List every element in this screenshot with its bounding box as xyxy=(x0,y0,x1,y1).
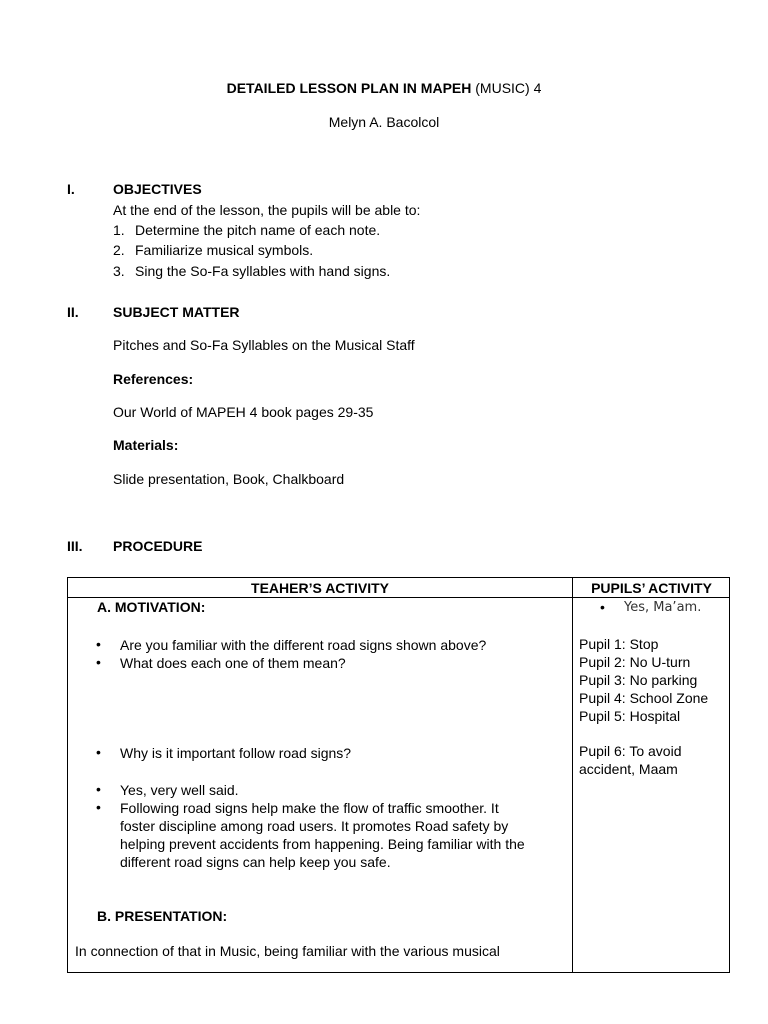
teacher-question-3: Why is it important follow road signs? xyxy=(120,745,352,761)
title-rest: (MUSIC) 4 xyxy=(471,80,542,96)
document-title xyxy=(0,80,768,96)
procedure-numeral: III. xyxy=(67,538,83,554)
response-line: foster discipline among road users. It promotes Road safety by xyxy=(120,818,509,834)
objective-text: Determine the pitch name of each note. xyxy=(135,222,381,238)
subject-topic: Pitches and So-Fa Syllables on the Musical Staff xyxy=(113,337,415,353)
objectives-intro: At the end of the lesson, the pupils will be able to: xyxy=(113,202,421,218)
response-line: Following road signs help make the flow of traffic smoother. It xyxy=(120,800,499,816)
pupil-answer: Pupil 3: No parking xyxy=(579,672,698,688)
objective-number: 3. xyxy=(113,263,125,279)
teacher-response-1: Yes, very well said. xyxy=(120,782,239,798)
objective-item xyxy=(113,222,380,238)
bullet-icon: • xyxy=(96,744,101,760)
pupil-answer: Pupil 5: Hospital xyxy=(579,708,681,724)
objective-number: 1. xyxy=(113,222,125,238)
pupils-column-header: PUPILS’ ACTIVITY xyxy=(591,580,712,596)
pupil-answer-line: accident, Maam xyxy=(579,761,678,777)
pupil-answer: Pupil 2: No U-turn xyxy=(579,654,691,670)
bullet-icon: • xyxy=(96,781,101,797)
pupil-answer-yes: Yes, Ma’am. xyxy=(624,600,702,615)
teacher-question-2: What does each one of them mean? xyxy=(120,655,346,671)
title-bold: DETAILED LESSON PLAN IN MAPEH xyxy=(226,80,472,96)
objectives-numeral: I. xyxy=(67,181,75,197)
column-divider xyxy=(572,578,573,972)
pupil-answer: Pupil 1: Stop xyxy=(579,636,659,652)
teacher-response-2 xyxy=(120,799,525,871)
materials-label: Materials: xyxy=(113,437,179,453)
objective-text: Sing the So-Fa syllables with hand signs. xyxy=(135,263,391,279)
response-line: different road signs can help keep you safe. xyxy=(120,854,391,870)
teacher-column-header: TEAHER’S ACTIVITY xyxy=(251,580,389,596)
procedure-table xyxy=(67,577,730,973)
presentation-label: B. PRESENTATION: xyxy=(97,908,228,924)
objectives-heading: OBJECTIVES xyxy=(113,181,202,197)
author-name: Melyn A. Bacolcol xyxy=(328,114,440,130)
objective-item xyxy=(113,242,313,258)
pupil-answers-list xyxy=(579,635,708,725)
objective-text: Familiarize musical symbols. xyxy=(135,242,314,258)
procedure-heading: PROCEDURE xyxy=(113,538,203,554)
pupil-answer: Pupil 4: School Zone xyxy=(579,690,709,706)
bullet-icon: • xyxy=(96,654,101,670)
motivation-label: A. MOTIVATION: xyxy=(97,599,206,615)
references-text: Our World of MAPEH 4 book pages 29-35 xyxy=(113,404,374,420)
pupil-answer-line: Pupil 6: To avoid xyxy=(579,743,682,759)
teacher-question-1: Are you familiar with the different road signs shown above? xyxy=(120,637,487,653)
bullet-icon: • xyxy=(96,799,101,815)
header-divider xyxy=(68,597,729,598)
pupil-6-answer xyxy=(579,742,681,778)
references-label: References: xyxy=(113,371,194,387)
objective-item xyxy=(113,263,390,279)
presentation-text: In connection of that in Music, being familiar with the various musical xyxy=(75,943,500,959)
response-line: helping prevent accidents from happening. Being familiar with the xyxy=(120,836,525,852)
subject-heading: SUBJECT MATTER xyxy=(113,304,240,320)
materials-text: Slide presentation, Book, Chalkboard xyxy=(113,471,345,487)
bullet-icon: • xyxy=(96,636,101,652)
objective-number: 2. xyxy=(113,242,125,258)
bullet-icon: • xyxy=(600,599,605,615)
subject-numeral: II. xyxy=(67,304,79,320)
